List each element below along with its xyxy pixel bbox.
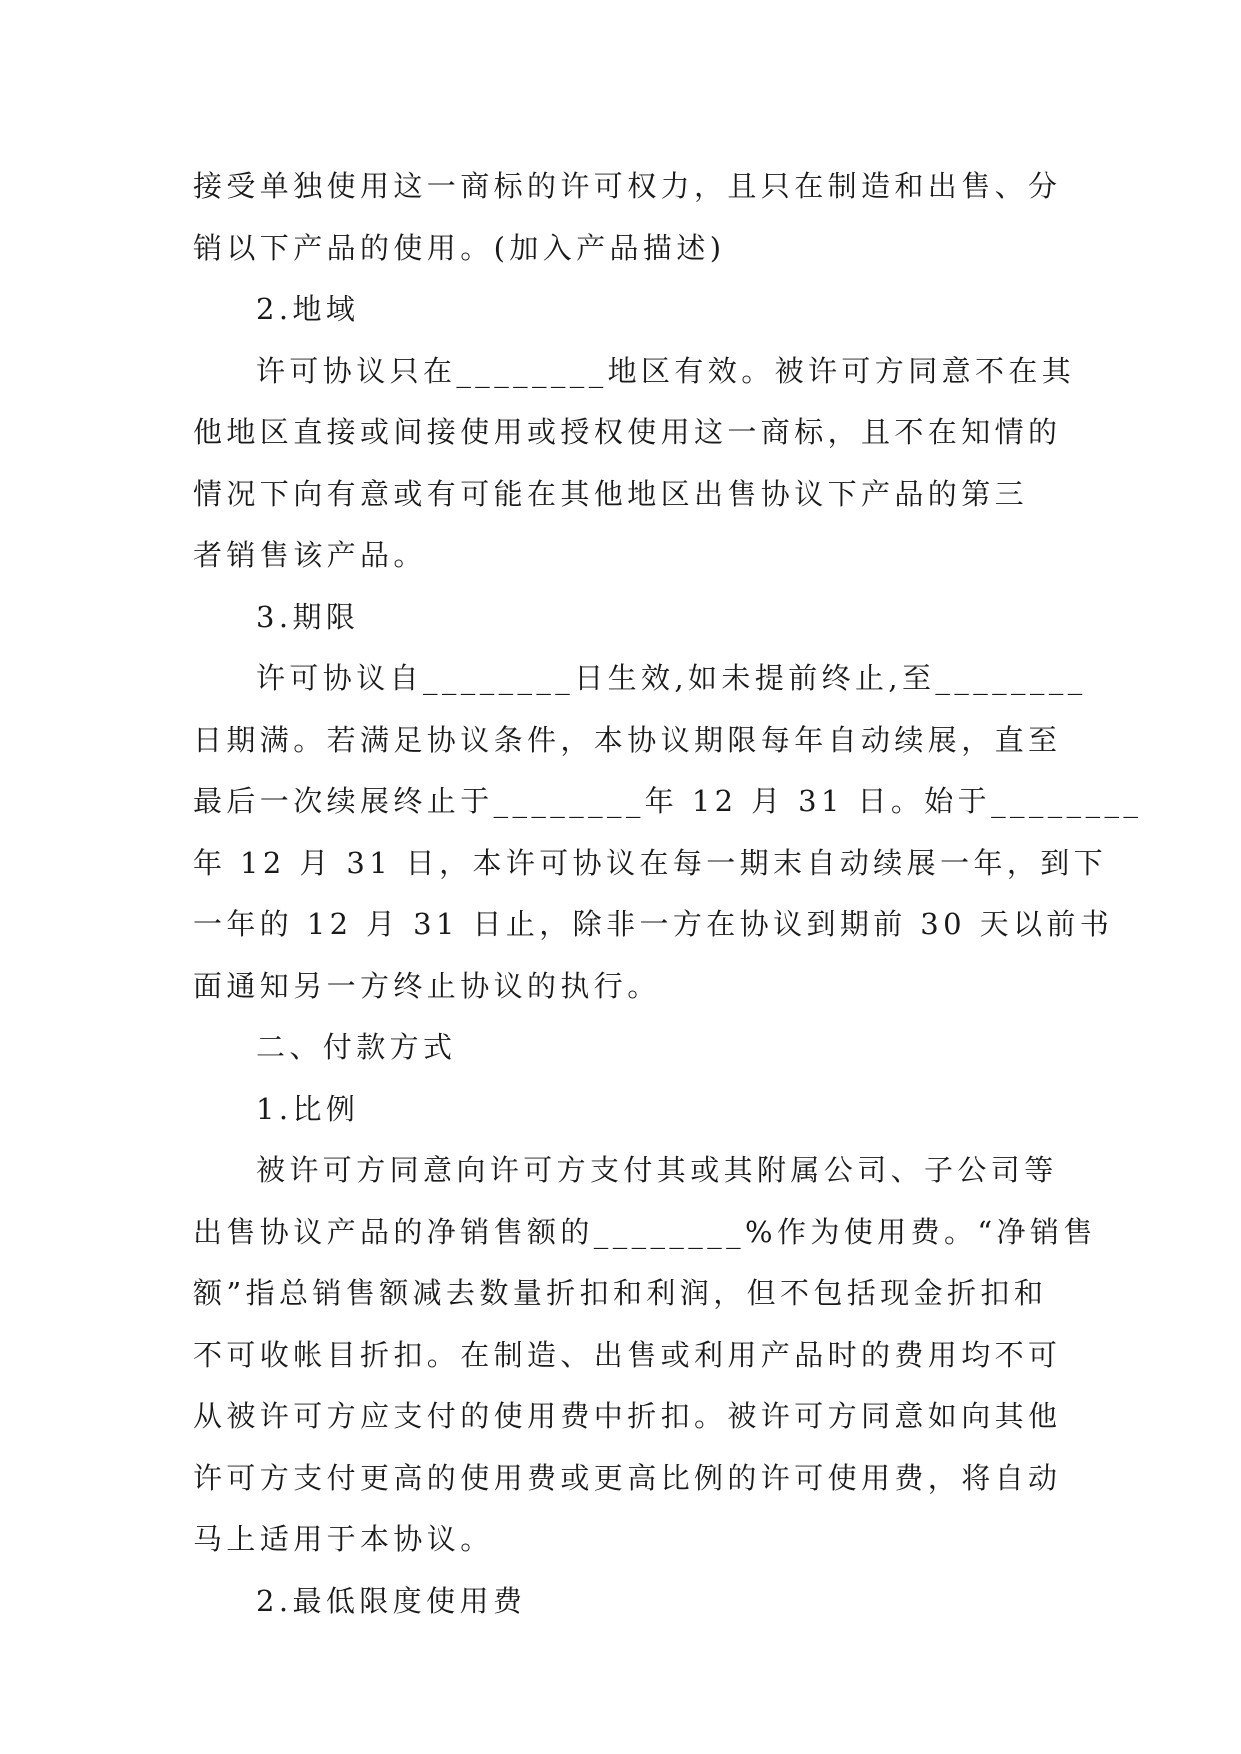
section-heading-minimum-fee: 2.最低限度使用费	[256, 1583, 527, 1618]
body-line: 从被许可方应支付的使用费中折扣。被许可方同意如向其他	[193, 1399, 1062, 1433]
body-line: 日期满。若满足协议条件，本协议期限每年自动续展，直至	[193, 722, 1062, 757]
body-line: 最后一次续展终止于________年 12 月 31 日。始于________	[193, 784, 1143, 818]
body-line: 者销售该产品。	[193, 538, 427, 572]
body-line: 销以下产品的使用。(加入产品描述)	[193, 230, 726, 265]
body-line: 不可收帐目折扣。在制造、出售或利用产品时的费用均不可	[193, 1337, 1062, 1372]
body-line: 面通知另一方终止协议的执行。	[193, 968, 661, 1003]
body-line: 额”指总销售额减去数量折扣和利润，但不包括现金折扣和	[193, 1276, 1048, 1310]
body-line: 被许可方同意向许可方支付其或其附属公司、子公司等	[256, 1153, 1058, 1187]
body-line: 出售协议产品的净销售额的________%作为使用费。“净销售	[193, 1214, 1097, 1249]
body-line: 情况下向有意或有可能在其他地区出售协议下产品的第三	[193, 476, 1029, 511]
section-heading-ratio: 1.比例	[256, 1091, 360, 1126]
body-line: 许可协议自________日生效,如未提前终止,至________	[256, 661, 1087, 695]
body-line: 一年的 12 月 31 日止，除非一方在协议到期前 30 天以前书	[193, 907, 1114, 941]
section-heading-territory: 2.地域	[256, 292, 360, 326]
body-line: 许可方支付更高的使用费或更高比例的许可使用费，将自动	[193, 1460, 1062, 1495]
body-line: 他地区直接或间接使用或授权使用这一商标，且不在知情的	[193, 415, 1062, 449]
document-body	[193, 156, 1143, 1632]
body-line: 接受单独使用这一商标的许可权力，且只在制造和出售、分	[193, 169, 1062, 203]
body-line: 年 12 月 31 日，本许可协议在每一期末自动续展一年，到下	[193, 845, 1108, 880]
section-heading-term: 3.期限	[256, 599, 360, 634]
section-heading-payment: 二、付款方式	[256, 1030, 457, 1064]
body-line: 许可协议只在________地区有效。被许可方同意不在其	[256, 353, 1076, 388]
body-line: 马上适用于本协议。	[193, 1522, 494, 1556]
